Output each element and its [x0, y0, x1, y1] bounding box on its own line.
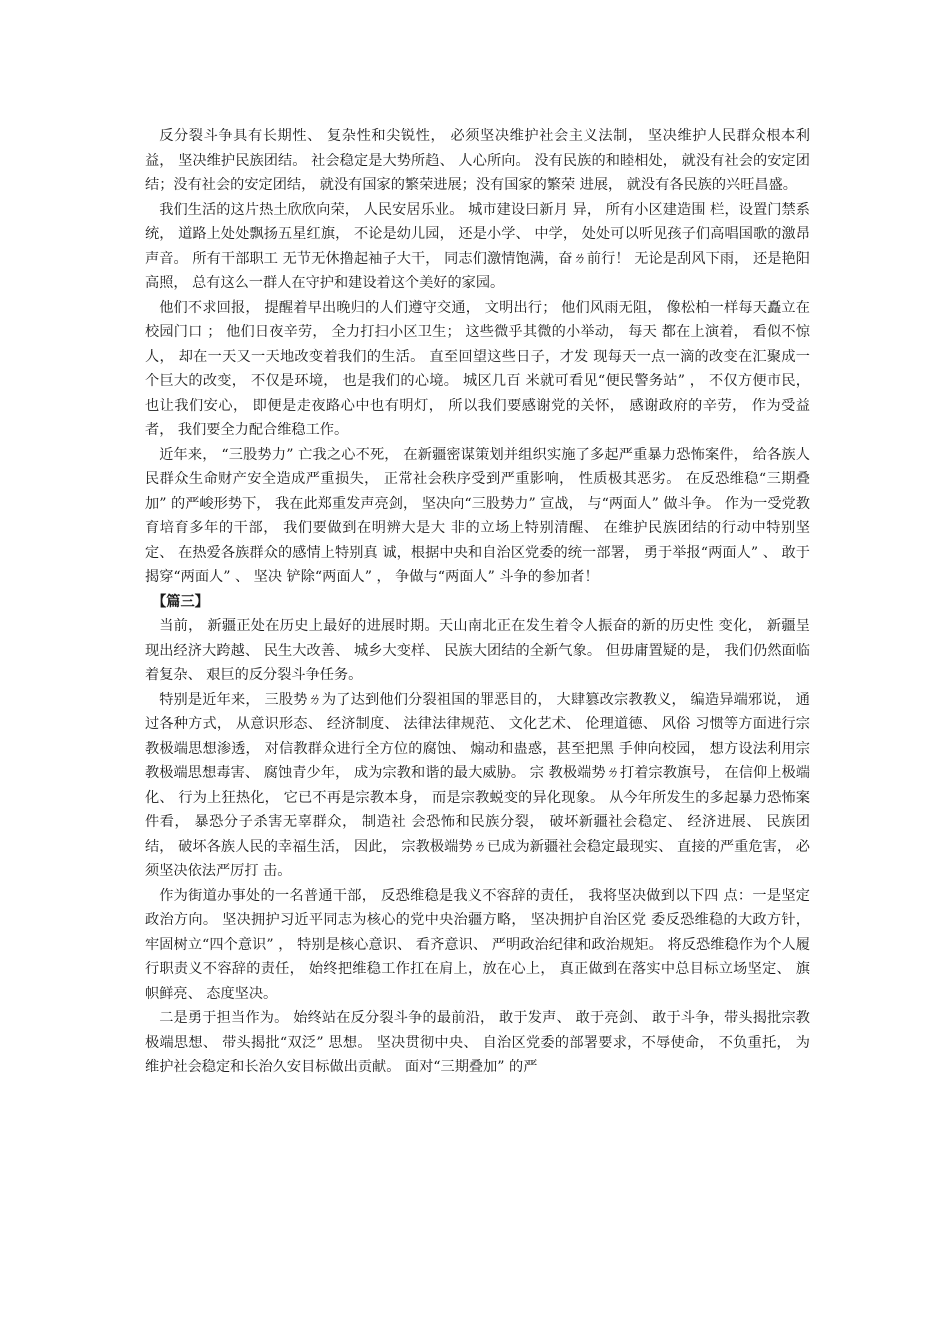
paragraph: 他们不求回报， 提醒着早出晚归的人们遵守交通， 文明出行； 他们风雨无阻， 像松柏一样每天矗立在校园门口 ； 他们日夜辛劳， 全力打扫小区卫生； 这些微乎其微的小举动， 每天 都在上演着， 看似不惊人， 却在一天又一天地改变着我们的生活。 直至回望这些日子，才发 现每天一点一滴的改变在汇聚成一个巨大的改变， 不仅是环境， 也是我们的心境。 城区几百 米就可看见“便民警务站” ， 不仅方便市民， 也让我们安心， 即便是走夜路心中也有明灯， 所以我们要感谢党的关怀， 感谢政府的辛劳， 作为受益者， 我们要全力配合维稳工作。 [145, 299, 810, 438]
paragraph: 特别是近年来， 三股势ㄌ为了达到他们分裂祖国的罪恶目的， 大肆篡改宗教教义， 编造异端邪说， 通过各种方式， 从意识形态、 经济制度、 法律法律规范、 文化艺术、 伦理道德、 风俗 习惯等方面进行宗教极端思想渗透， 对信教群众进行全方位的腐蚀、 煽动和蛊惑，甚至把黑 手伸向校园， 想方设法利用宗教极端思想毒害、 腐蚀青少年， 成为宗教和谐的最大威胁。 宗 教极端势ㄌ打着宗教旗号， 在信仰上极端化、 行为上狂热化， 它已不再是宗教本身， 而是宗教蜕变的异化现象。 从今年所发生的多起暴力恐怖案件看， 暴恐分子杀害无辜群众， 制造社 会恐怖和民族分裂， 破坏新疆社会稳定、 经济进展、 民族团结， 破坏各族人民的幸福生活， 因此， 宗教极端势ㄌ已成为新疆社会稳定最现实、 直接的严重危害， 必须坚决依法严厉打 击。 [145, 691, 810, 879]
paragraph: 近年来， “三股势力” 亡我之心不死， 在新疆密谋策划并组织实施了多起严重暴力恐怖案件， 给各族人民群众生命财产安全造成严重损失， 正常社会秩序受到严重影响， 性质极其恶劣。 在反恐维稳“三期叠加” 的严峻形势下， 我在此郑重发声亮剑， 坚决向“三股势力” 宣战， 与“两面人” 做斗争。 作为一受党教育培育多年的干部， 我们要做到在明辨大是大 非的立场上特别清醒、 在维护民族团结的行动中特别坚定、 在热爱各族群众的感情上特别真 诚，根据中央和自治区党委的统一部署， 勇于举报“两面人” 、 敢于揭穿“两面人” 、 坚决 铲除“两面人” ， 争做与“两面人” 斗争的参加者！ [145, 446, 810, 585]
paragraph: 反分裂斗争具有长期性、 复杂性和尖锐性， 必须坚决维护社会主义法制， 坚决维护人民群众根本利益， 坚决维护民族团结。 社会稳定是大势所趋、 人心所向。 没有民族的和睦相处， 就没有社会的安定团结；没有社会的安定团结， 就没有国家的繁荣进展；没有国家的繁荣 进展， 就没有各民族的兴旺昌盛。 [145, 128, 810, 193]
paragraph: 当前， 新疆正处在历史上最好的进展时期。天山南北正在发生着令人振奋的新的历史性 变化， 新疆呈现出经济大跨越、 民生大改善、 城乡大变样、 民族大团结的全新气象。 但毋庸置疑的是， 我们仍然面临着复杂、 艰巨的反分裂斗争任务。 [145, 618, 810, 683]
document-body [145, 124, 810, 1080]
paragraph: 作为街道办事处的一名普通干部， 反恐维稳是我义不容辞的责任， 我将坚决做到以下四 点：一是坚定政治方向。 坚决拥护习近平同志为核心的党中央治疆方略， 坚决拥护自治区党 委反恐维稳的大政方针， 牢固树立“四个意识” ， 特别是核心意识、 看齐意识、 严明政治纪律和政治规矩。 将反恐维稳作为个人履行职责义不容辞的责任， 始终把维稳工作扛在肩上，放在心上， 真正做到在落实中总目标立场坚定、 旗帜鲜亮、 态度坚决。 [145, 887, 810, 1002]
paragraph: 二是勇于担当作为。 始终站在反分裂斗争的最前沿， 敢于发声、 敢于亮剑、 敢于斗争，带头揭批宗教极端思想、 带头揭批“双泛” 思想。 坚决贯彻中央、 自治区党委的部署要求，不辱使命， 不负重托， 为维护社会稳定和长治久安目标做出贡献。 面对“三期叠加” 的严 [145, 1010, 810, 1075]
section-heading: 【篇三】 [152, 593, 209, 610]
paragraph: 我们生活的这片热土欣欣向荣， 人民安居乐业。 城市建设曰新月 异， 所有小区建造围 栏，设置门禁系统， 道路上处处飘扬五星红旗， 不论是幼儿园， 还是小学、 中学， 处处可以听见孩子们高唱国歌的激昂声音。 所有干部职工 无节无休撸起袖子大干， 同志们激情饱满，奋ㄌ前行！ 无论是刮风下雨， 还是艳阳高照， 总有这么一群人在守护和建设着这个美好的家园。 [145, 201, 810, 291]
